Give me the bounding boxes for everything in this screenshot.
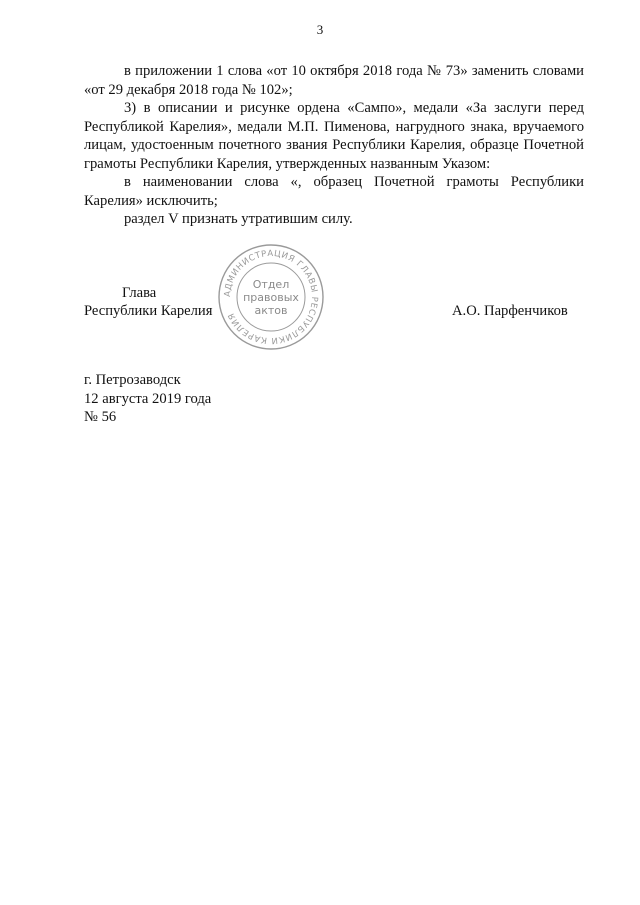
signature-name: А.О. Парфенчиков	[452, 303, 568, 319]
paragraph-1: в приложении 1 слова «от 10 октября 2018 года № 73» заменить словами «от 29 декабря 2018 года № 102»;	[84, 63, 584, 98]
stamp-ring-text: АДМИНИСТРАЦИЯ ГЛАВЫ РЕСПУБЛИКИ КАРЕЛИЯ	[222, 248, 320, 346]
stamp-center-line3: актов	[254, 304, 288, 317]
signature-title-line2: Республики Карелия	[84, 303, 213, 319]
stamp-center-line2: правовых	[243, 291, 299, 304]
document-body	[84, 62, 584, 229]
stamp-seal	[216, 242, 326, 352]
stamp-center-line1: Отдел	[252, 278, 290, 291]
footer-date: 12 августа 2019 года	[84, 390, 212, 407]
paragraph-4: раздел V признать утратившим силу.	[124, 211, 353, 227]
page-number: 3	[316, 22, 324, 37]
footer-city: г. Петрозаводск	[84, 372, 181, 388]
document-footer	[84, 371, 211, 427]
footer-number: № 56	[84, 409, 117, 425]
paragraph-3: в наименовании слова «, образец Почетной грамоты Республики Карелия» исключить;	[84, 174, 584, 209]
signature-title-line1: Глава	[122, 285, 157, 301]
paragraph-2: 3) в описании и рисунке ордена «Сампо», медали «За заслуги перед Республикой Карелия», медали М.П. Пименова, нагрудного знака, вручаемого лицам, удостоенным почетного звания Республики Карелия, образце Почетной грамоты Республики Карелия, утвержденных названным Указом:	[84, 100, 584, 172]
